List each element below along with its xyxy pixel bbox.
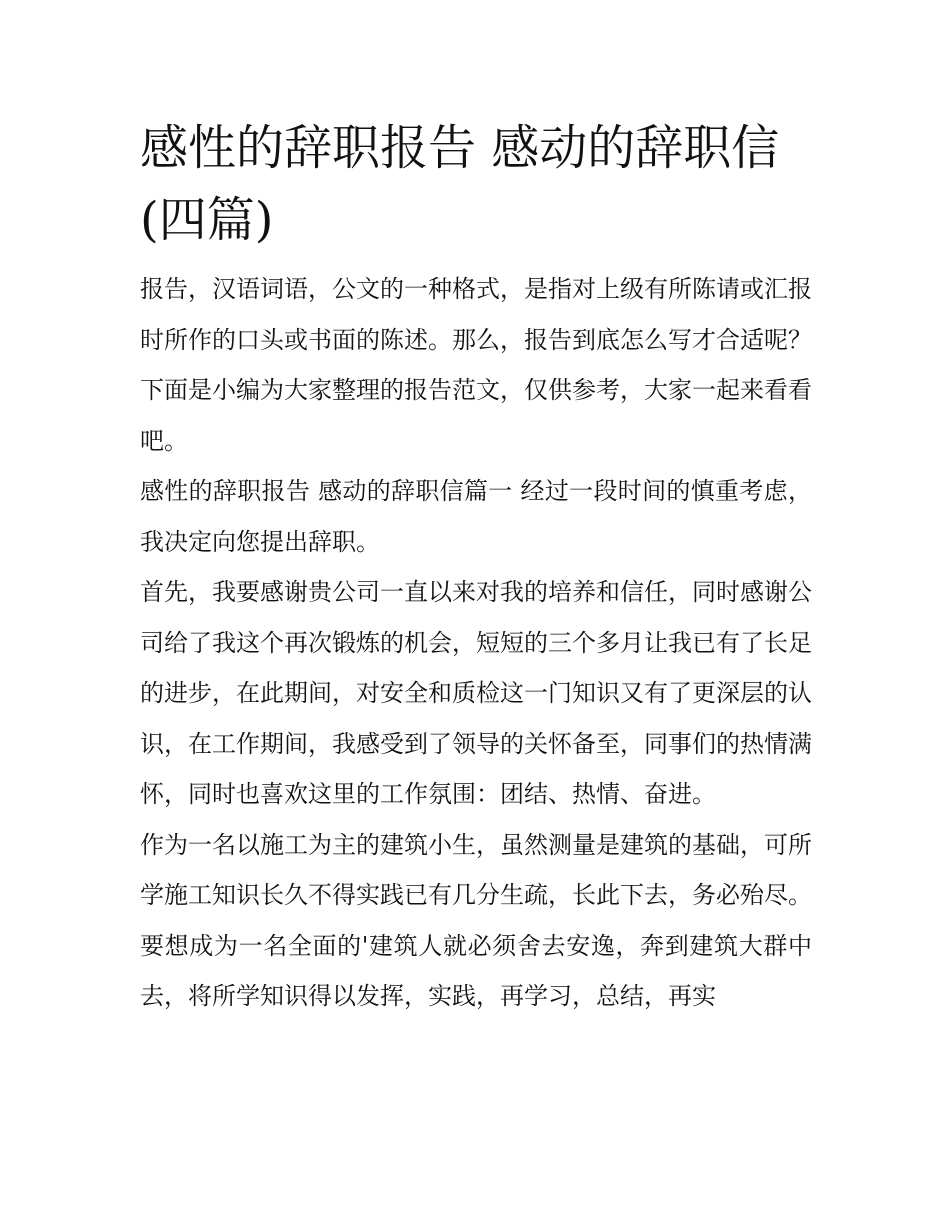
document-body <box>140 264 812 1022</box>
paragraph-gratitude: 首先，我要感谢贵公司一直以来对我的培养和信任，同时感谢公司给了我这个再次锻炼的机会，短短的三个多月让我已有了长足的进步，在此期间，对安全和质检这一门知识又有了更深层的认识，在工作期间，我感受到了领导的关怀备至，同事们的热情满怀，同时也喜欢这里的工作氛围：团结、热情、奋进。 <box>140 578 812 808</box>
document-content <box>140 112 812 1022</box>
paragraph-intro: 报告，汉语词语，公文的一种格式，是指对上级有所陈请或汇报时所作的口头或书面的陈述。那么，报告到底怎么写才合适呢？下面是小编为大家整理的报告范文，仅供参考，大家一起来看看吧。 <box>140 275 812 455</box>
paragraph-reason: 作为一名以施工为主的建筑小生，虽然测量是建筑的基础，可所学施工知识长久不得实践已有几分生疏，长此下去，务必殆尽。要想成为一名全面的'建筑人就必须舍去安逸，奔到建筑大群中去，将所学知识得以发挥，实践，再学习，总结，再实 <box>140 830 812 1010</box>
document-title: 感性的辞职报告 感动的辞职信(四篇) <box>140 120 780 248</box>
paragraph-letter-opening: 感性的辞职报告 感动的辞职信篇一 经过一段时间的慎重考虑，我决定向您提出辞职。 <box>140 477 812 556</box>
